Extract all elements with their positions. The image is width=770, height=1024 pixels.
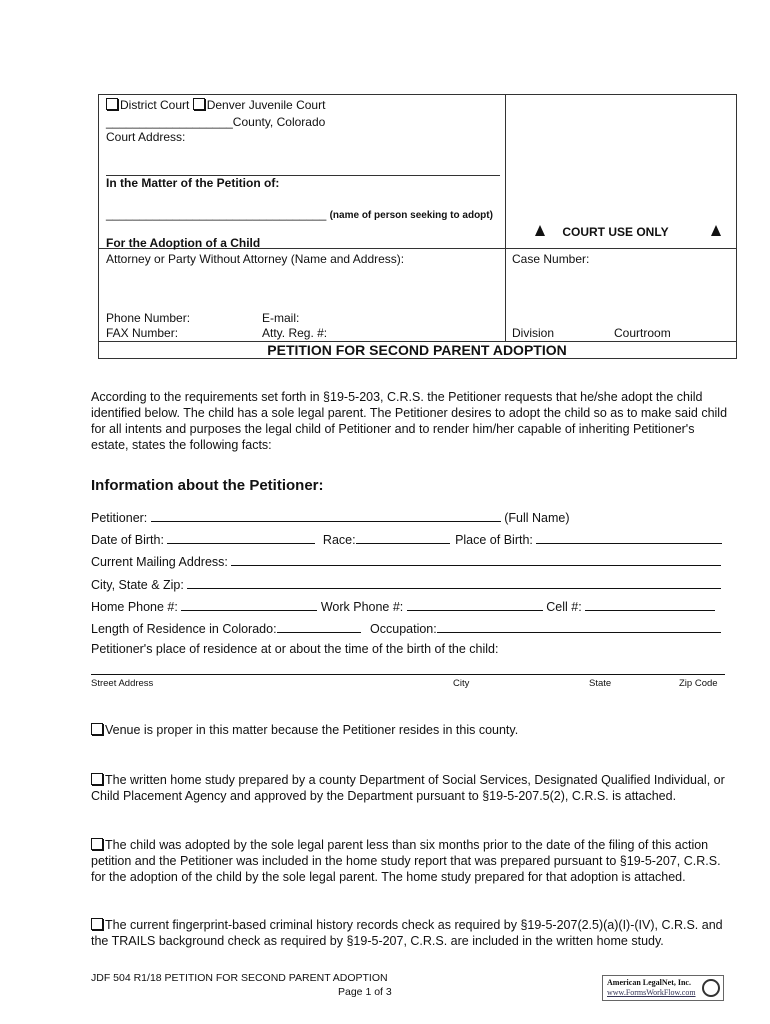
triangle-icon (711, 225, 721, 236)
for-adoption-label: For the Adoption of a Child (106, 236, 261, 250)
dob-row (91, 531, 725, 548)
name-line[interactable]: _________________________________ (106, 207, 327, 221)
work-phone-label: Work Phone #: (320, 600, 404, 614)
footer-form-id: JDF 504 R1/18 PETITION FOR SECOND PARENT ADOPTION (91, 972, 388, 984)
venue-item (91, 722, 731, 738)
birth-place-field[interactable] (91, 674, 725, 675)
background-check-text: The current fingerprint-based criminal history records check as required by §19-5-207(2.5)(a)(I)-(IV), C.R.S. and the TRAILS background check as required by §19-5-207, C.R.S. are included in the written home study. (91, 918, 723, 948)
denver-juvenile-label: Denver Juvenile Court (206, 98, 326, 112)
fax-label: FAX Number: (106, 326, 179, 340)
zip-label: Zip Code (679, 678, 718, 689)
venue-checkbox[interactable] (91, 723, 103, 735)
dob-label: Date of Birth: (91, 533, 164, 547)
petitioner-row (91, 509, 725, 526)
court-options (106, 98, 325, 112)
prior-adoption-text: The child was adopted by the sole legal parent less than six months prior to the date of the filing of this action petition and the Petitioner was included in the home study report that was prepared pursuant to §19-5-207, C.R.S. for the adoption of the child by the sole legal parent. The home study prepared for that adoption is attached. (91, 838, 721, 884)
mailing-label: Current Mailing Address: (91, 555, 228, 569)
occupation-field[interactable] (437, 620, 721, 633)
triangle-icon (535, 225, 545, 236)
city-state-zip-field[interactable] (187, 576, 721, 589)
home-study-text: The written home study prepared by a county Department of Social Services, Designated Qualified Individual, or Child Placement Agency and approved by the Department pursuant to §19-5-207.5(2), C.R.S. is attached. (91, 773, 725, 803)
intro-paragraph: According to the requirements set forth in §19-5-203, C.R.S. the Petitioner requests that he/she adopt the child identified below. The child has a sole legal parent. The Petitioner desires to adopt the child so as to make said child for all intents and purposes the legal child of Petitioner and to render him/her capable of inheriting Petitioner's estate, states the following facts: (91, 390, 728, 452)
city-row (91, 576, 725, 593)
court-use-only-label: COURT USE ONLY (562, 225, 669, 239)
street-label: Street Address (91, 678, 154, 689)
occupation-label: Occupation: (370, 622, 437, 636)
residence-field[interactable] (277, 620, 361, 633)
residence-row (91, 620, 725, 637)
footer-page: Page 1 of 3 (338, 986, 392, 998)
atty-reg-label: Atty. Reg. #: (262, 326, 328, 340)
prior-adoption-item (91, 837, 731, 885)
cell-field[interactable] (585, 598, 715, 611)
attorney-label: Attorney or Party Without Attorney (Name and Address): (106, 252, 405, 266)
email-label: E-mail: (262, 311, 300, 325)
phone-row (91, 598, 725, 615)
petitioner-label: Petitioner: (91, 511, 148, 525)
race-label: Race: (322, 533, 356, 547)
place-of-birth-label: Place of Birth: (455, 533, 533, 547)
city-label: City (453, 678, 470, 689)
in-matter-label: In the Matter of the Petition of: (106, 176, 280, 190)
court-address-label: Court Address: (106, 130, 186, 144)
caption-divider (505, 94, 506, 342)
name-hint: (name of person seeking to adopt) (329, 210, 493, 221)
background-check-checkbox[interactable] (91, 918, 103, 930)
division-label: Division (512, 326, 555, 340)
residence-label: Length of Residence in Colorado: (91, 622, 277, 636)
district-court-checkbox[interactable] (106, 98, 118, 110)
section-heading: Information about the Petitioner: (91, 477, 324, 494)
work-phone-field[interactable] (407, 598, 543, 611)
home-study-checkbox[interactable] (91, 773, 103, 785)
county-line[interactable]: ___________________County, Colorado (106, 115, 326, 129)
phone-label: Phone Number: (106, 311, 191, 325)
birth-place-label: Petitioner's place of residence at or about the time of the birth of the child: (91, 642, 499, 656)
dob-field[interactable] (167, 531, 315, 544)
logo-url[interactable]: www.FormsWorkFlow.com (607, 988, 696, 997)
mailing-row (91, 553, 725, 570)
race-field[interactable] (356, 531, 450, 544)
home-phone-label: Home Phone #: (91, 600, 178, 614)
denver-juvenile-checkbox[interactable] (193, 98, 205, 110)
full-name-label: (Full Name) (504, 511, 570, 525)
state-label: State (589, 678, 612, 689)
prior-adoption-checkbox[interactable] (91, 838, 103, 850)
home-study-item (91, 772, 731, 804)
city-state-zip-label: City, State & Zip: (91, 578, 184, 592)
form-title: PETITION FOR SECOND PARENT ADOPTION (267, 342, 567, 358)
background-check-item (91, 917, 731, 949)
courtroom-label: Courtroom (614, 326, 671, 340)
venue-text: Venue is proper in this matter because the Petitioner resides in this county. (105, 723, 519, 737)
vendor-logo (602, 975, 724, 1001)
logo-name: American LegalNet, Inc. (607, 978, 691, 987)
logo-icon (702, 979, 720, 997)
place-of-birth-field[interactable] (536, 531, 722, 544)
district-court-label: District Court (120, 98, 190, 112)
name-line-row (106, 207, 493, 223)
petitioner-field[interactable] (151, 509, 501, 522)
mailing-field[interactable] (231, 553, 721, 566)
court-use-only-row (535, 225, 727, 239)
home-phone-field[interactable] (181, 598, 317, 611)
cell-label: Cell #: (546, 600, 582, 614)
case-number-label: Case Number: (512, 252, 590, 266)
